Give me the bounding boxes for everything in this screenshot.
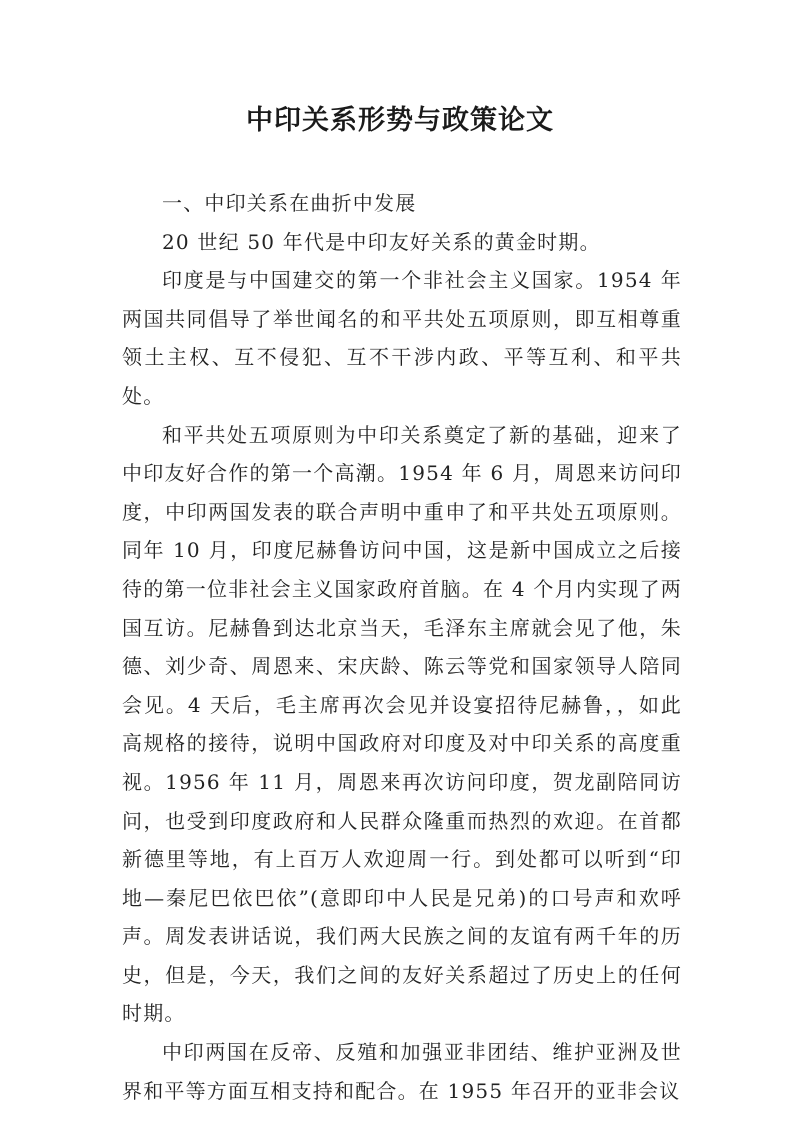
- paragraph: 中印两国在反帝、反殖和加强亚非团结、维护亚洲及世界和平等方面互相支持和配合。在 1955 年召开的亚非会议: [122, 1040, 682, 1103]
- document-title: 中印关系形势与政策论文: [246, 105, 554, 136]
- paragraph: 20 世纪 50 年代是中印友好关系的黄金时期。: [162, 229, 601, 254]
- document-body: [122, 184, 682, 1110]
- paragraph: 印度是与中国建交的第一个非社会主义国家。1954 年两国共同倡导了举世闻名的和平共处五项原则，即互相尊重领土主权、互不侵犯、互不干涉内政、平等互利、和平共处。: [122, 268, 682, 408]
- section-heading: 一、中印关系在曲折中发展: [162, 191, 417, 215]
- paragraph: 和平共处五项原则为中印关系奠定了新的基础，迎来了中印友好合作的第一个高潮。1954 年 6 月，周恩来访问印度，中印两国发表的联合声明中重申了和平共处五项原则。同年 10 月，印度尼赫鲁访问中国，这是新中国成立之后接待的第一位非社会主义国家政府首脑。在 4 个月内实现了两国互访。尼赫鲁到达北京当天，毛泽东主席就会见了他，朱德、刘少奇、周恩来、宋庆龄、陈云等党和国家领导人陪同会见。4 天后，毛主席再次会见并设宴招待尼赫鲁，，如此高规格的接待，说明中国政府对印度及对中印关系的高度重视。1956 年 11 月，周恩来再次访问印度，贺龙副陪同访问，也受到印度政府和人民群众隆重而热烈的欢迎。在首都新德里等地，有上百万人欢迎周一行。到处都可以听到“印地—秦尼巴依巴依”(意即印中人民是兄弟)的口号声和欢呼声。周发表讲话说，我们两大民族之间的友谊有两千年的历史，但是，今天，我们之间的友好关系超过了历史上的任何时期。: [122, 422, 682, 1026]
